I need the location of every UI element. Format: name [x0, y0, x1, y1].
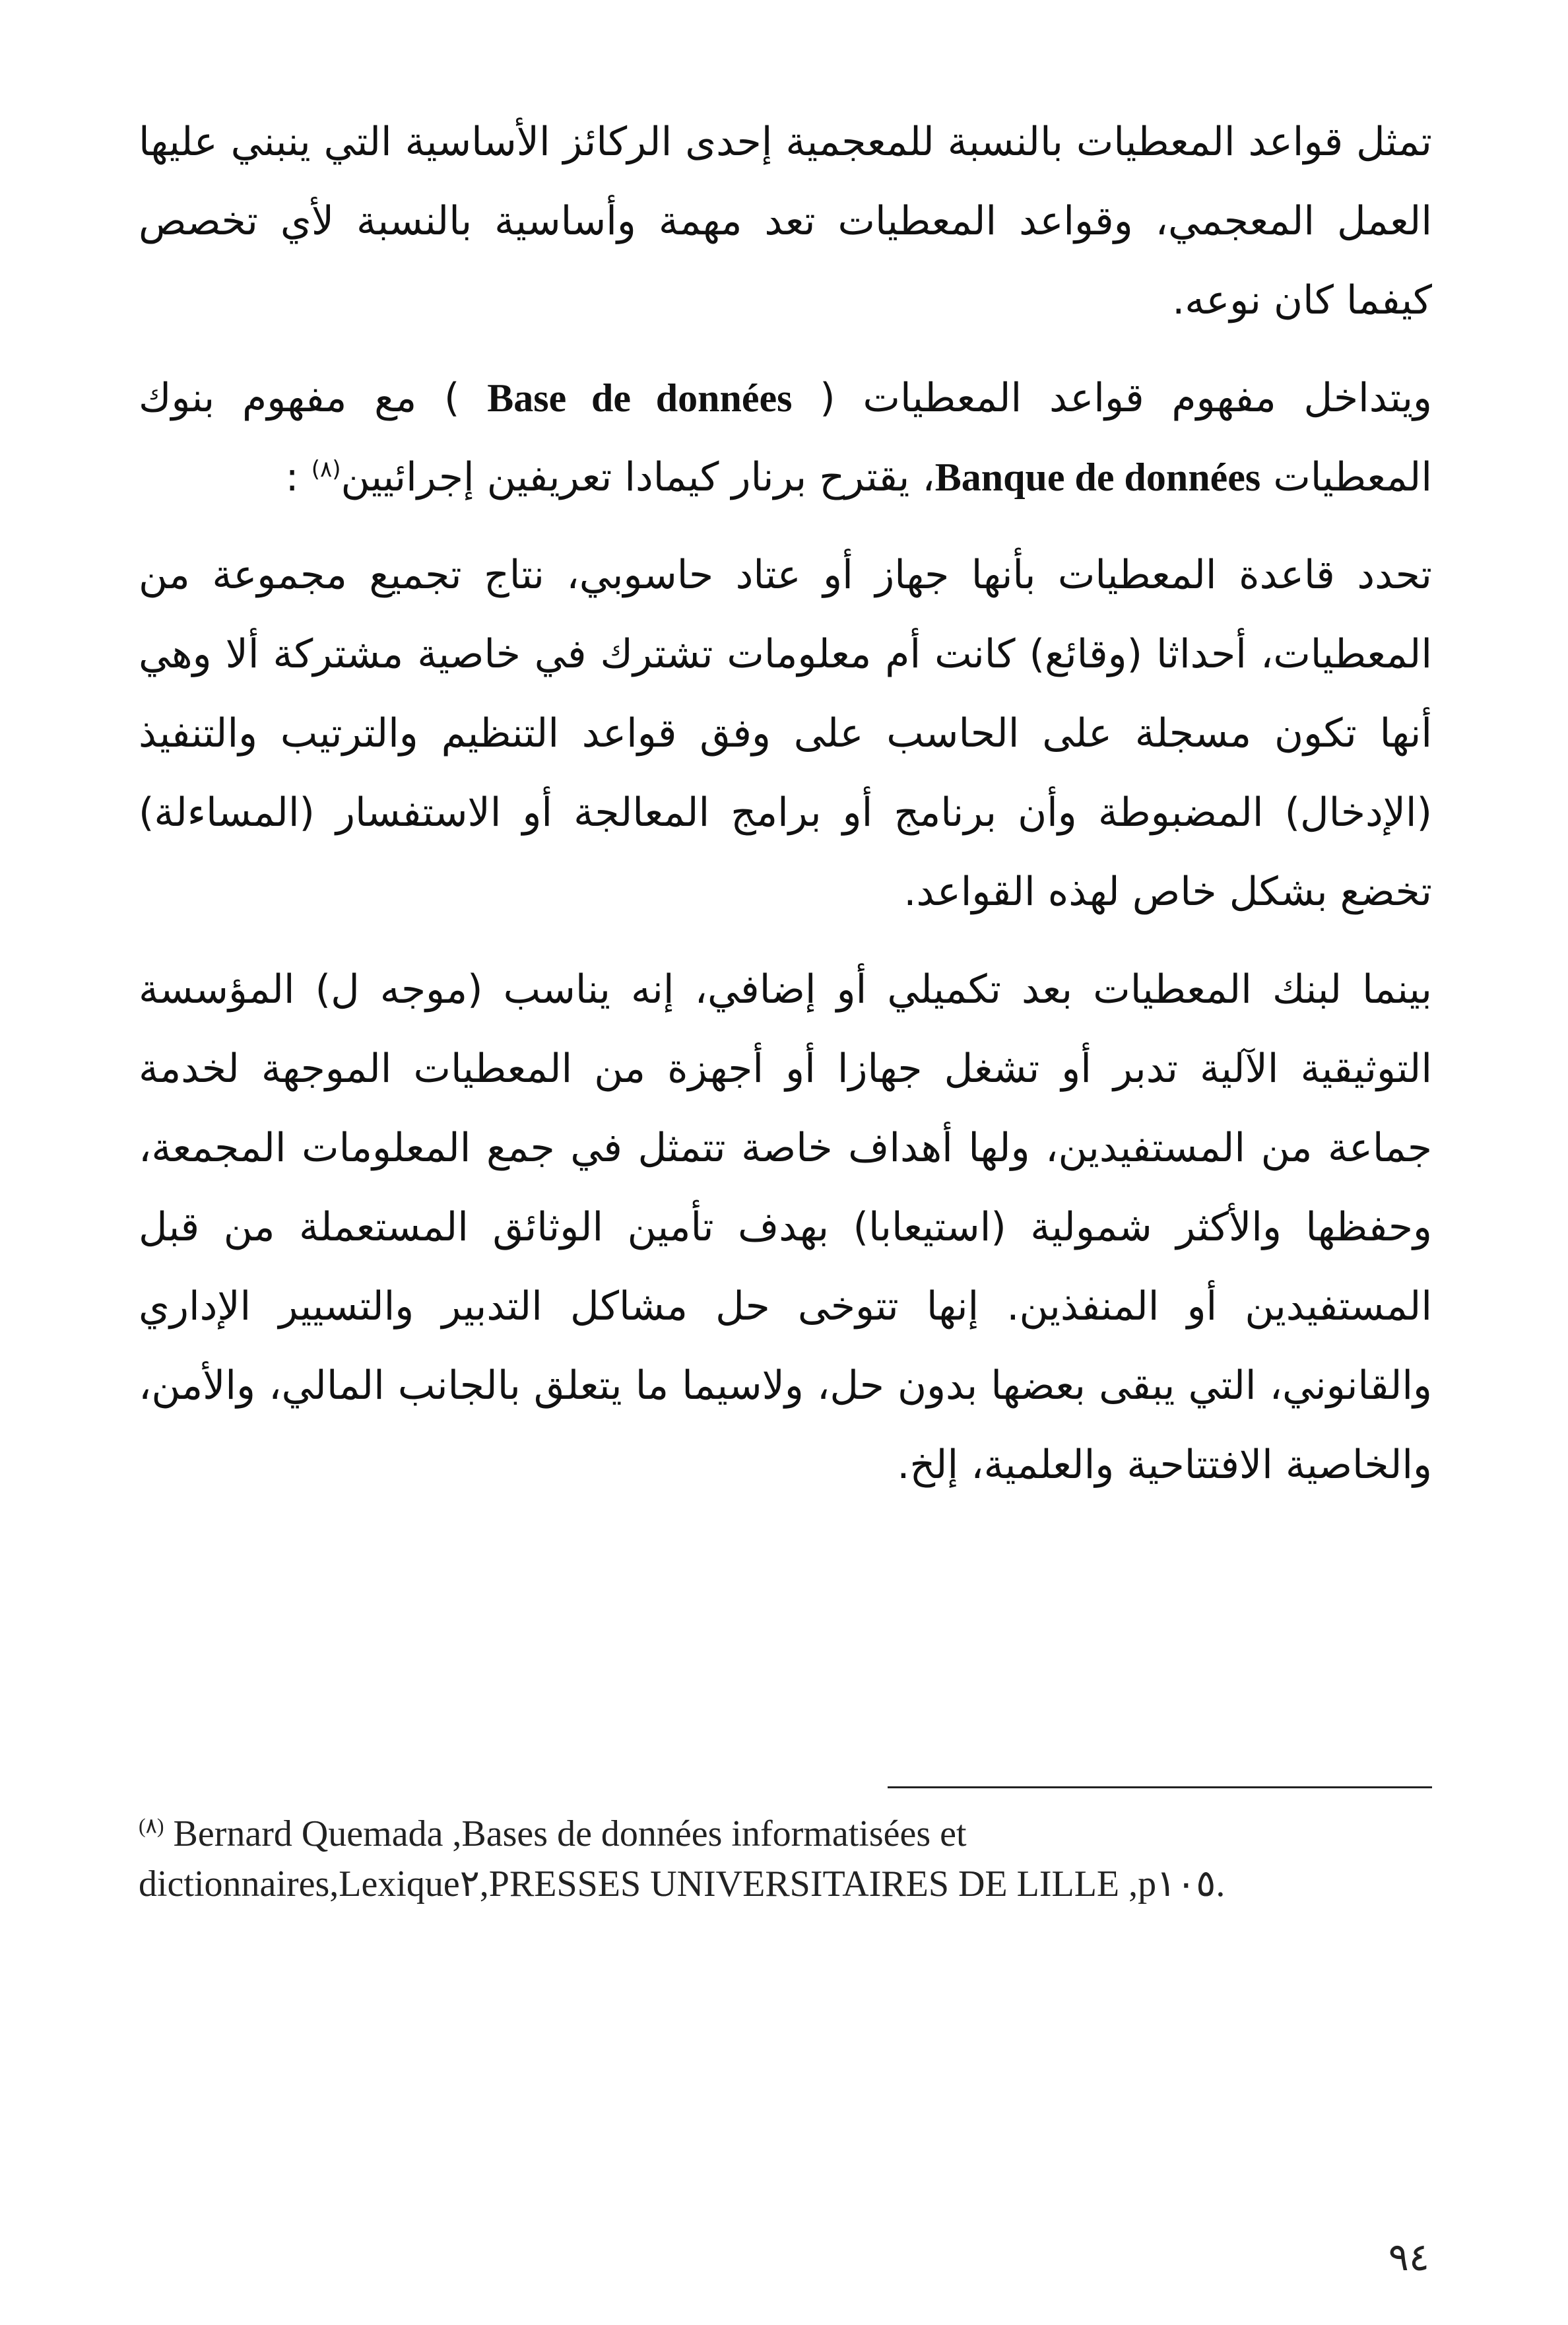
paragraph-2: [139, 358, 1432, 517]
footnote: [139, 1809, 1432, 1909]
term-banque-de-donnees: Banque de données: [934, 455, 1261, 499]
footnote-reference: (٨): [311, 456, 341, 483]
paragraph-4-text: بينما لبنك المعطيات بعد تكميلي أو إضافي، إنه يناسب (موجه ل) المؤسسة التوثيقية الآلية تدبر أو تشغل جهازا أو أجهزة من المعطيات الموجهة لخدمة جماعة من المستفيدين، ولها أهداف خاصة تتمثل في جمع المعلومات المجمعة، وحفظها والأكثر شمولية (استيعابا) بهدف تأمين الوثائق المستعملة من قبل المستفيدين أو المنفذين. إنها تتوخى حل مشاكل التدبير والتسيير الإداري والقانوني، التي يبقى بعضها بدون حل، ولاسيما ما يتعلق بالجانب المالي، والأمن، والخاصية الافتتاحية والعلمية، إلخ.: [139, 966, 1432, 1488]
paragraph-3: [139, 535, 1432, 931]
term-base-de-donnees: Base de données: [487, 376, 793, 420]
paragraph-4: [139, 950, 1432, 1504]
paragraph-1: [139, 102, 1432, 340]
body-text: [139, 102, 1432, 1523]
paragraph-3-text: تحدد قاعدة المعطيات بأنها جهاز أو عتاد حاسوبي، نتاج تجميع مجموعة من المعطيات، أحداثا (وقائع) كانت أم معلومات تشترك في خاصية مشتركة ألا وهي أنها تكون مسجلة على الحاسب على وفق قواعد التنظيم والترتيب والتنفيذ (الإدخال) المضبوطة وأن برنامج أو برامج المعالجة أو الاستفسار (المساءلة) تخضع بشكل خاص لهذه القواعد.: [139, 552, 1432, 915]
paragraph-2-text-b: ) مع مفهوم بنوك المعطيات: [139, 375, 1432, 500]
footnote-separator: [888, 1786, 1432, 1788]
paragraph-2-text-a: ويتداخل مفهوم قواعد المعطيات (: [820, 375, 1433, 421]
paragraph-2-colon: :: [285, 454, 299, 500]
paragraph-1-text: تمثل قواعد المعطيات بالنسبة للمعجمية إحدى الركائز الأساسية التي ينبني عليها العمل المعجمي، وقواعد المعطيات تعد مهمة وأساسية بالنسبة لأي تخصص كيفما كان نوعه.: [139, 119, 1432, 323]
footnote-marker: (٨): [139, 1813, 164, 1838]
paragraph-2-text-c: ، يقترح برنار كيمادا تعريفين إجرائيين: [341, 454, 935, 500]
page-number: ٩٤: [1388, 2235, 1429, 2279]
footnote-text: Bernard Quemada ,Bases de données informatisées et dictionnaires,Lexique٢,PRESSES UNIVERSITAIRES DE LILLE ,p١٠٥.: [139, 1813, 1225, 1904]
